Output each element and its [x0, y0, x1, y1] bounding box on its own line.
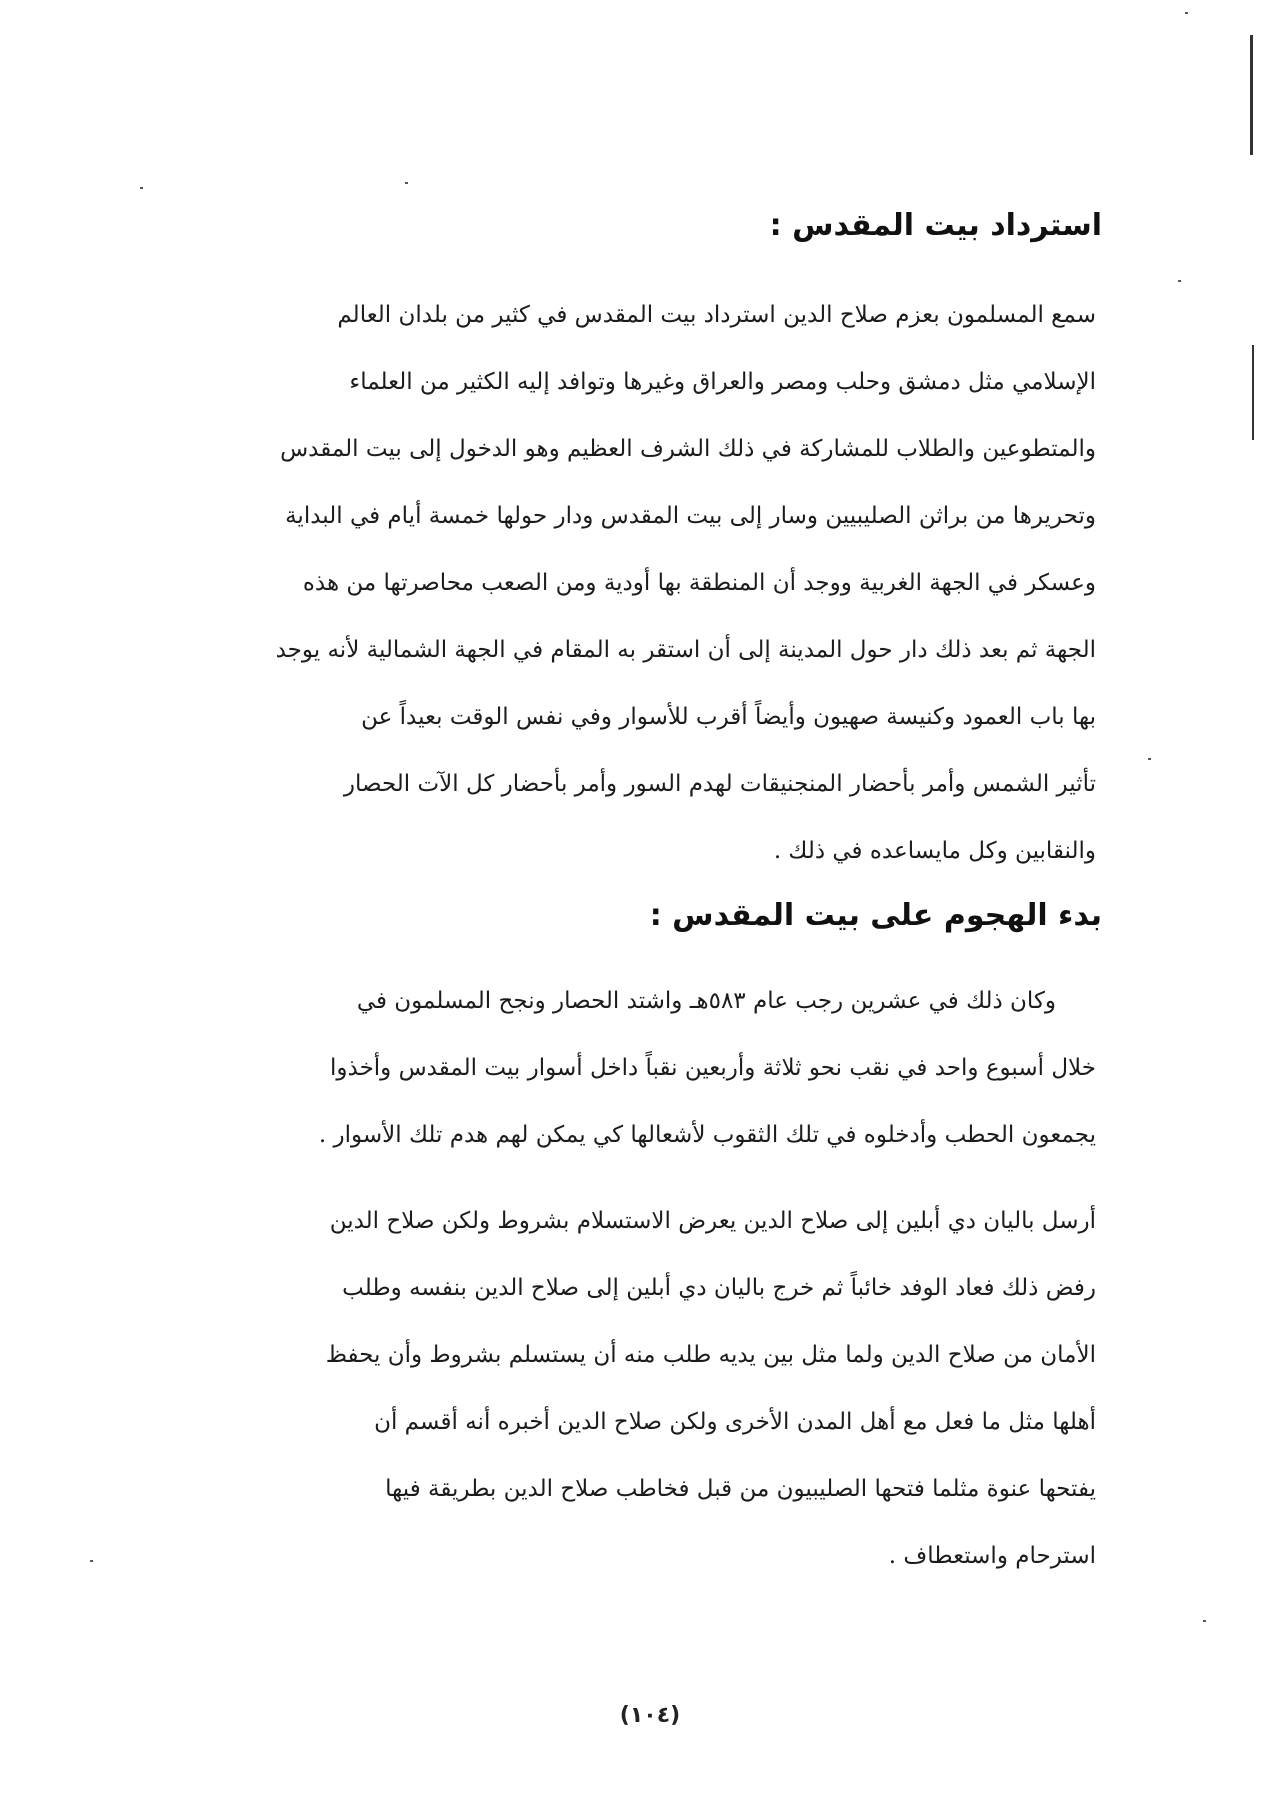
paragraph-surrender [191, 1188, 1096, 1590]
text-line: والنقابين وكل مايساعده في ذلك . [773, 838, 1096, 864]
paragraph-siege [191, 968, 1096, 1169]
text-line: تأثير الشمس وأمر بأحضار المنجنيقات لهدم السور وأمر بأحضار كل الآت الحصار [343, 771, 1096, 797]
scan-edge-mark [1252, 345, 1254, 440]
text-line: وكان ذلك في عشرين رجب عام ٥٨٣هـ واشتد الحصار ونجح المسلمون في [356, 988, 1056, 1014]
text-line: يجمعون الحطب وأدخلوه في تلك الثقوب لأشعالها كي يمكن لهم هدم تلك الأسوار . [318, 1122, 1096, 1148]
scan-speck [1185, 12, 1188, 14]
text-line: استرحام واستعطاف . [888, 1543, 1096, 1569]
paragraph-recovery [191, 282, 1096, 885]
text-line: خلال أسبوع واحد في نقب نحو ثلاثة وأربعين نقباً داخل أسوار بيت المقدس وأخذوا [330, 1055, 1096, 1081]
text-line: أرسل باليان دي أبلين إلى صلاح الدين يعرض الاستسلام بشروط ولكن صلاح الدين [329, 1208, 1096, 1234]
text-line: وعسكر في الجهة الغربية ووجد أن المنطقة بها أودية ومن الصعب محاصرتها من هذه [302, 570, 1096, 596]
text-line: أهلها مثل ما فعل مع أهل المدن الأخرى ولكن صلاح الدين أخبره أنه أقسم أن [374, 1409, 1096, 1435]
text-line: سمع المسلمون بعزم صلاح الدين استرداد بيت المقدس في كثير من بلدان العالم [337, 302, 1096, 328]
section-heading-attack-start: بدء الهجوم على بيت المقدس : [649, 898, 1102, 933]
page-number: (١٠٤) [619, 1703, 681, 1728]
scan-edge-mark [1250, 35, 1253, 155]
scan-speck [1178, 280, 1181, 282]
scan-speck [1203, 1620, 1206, 1622]
scan-speck [405, 182, 408, 184]
section-heading-jerusalem-recovery: استرداد بيت المقدس : [769, 208, 1102, 243]
text-line: بها باب العمود وكنيسة صهيون وأيضاً أقرب للأسوار وفي نفس الوقت بعيداً عن [361, 704, 1096, 730]
text-line: الأمان من صلاح الدين ولما مثل بين يديه طلب منه أن يستسلم بشروط وأن يحفظ [325, 1342, 1096, 1368]
scan-speck [90, 1560, 93, 1562]
text-line: الإسلامي مثل دمشق وحلب ومصر والعراق وغيرها وتوافد إليه الكثير من العلماء [349, 369, 1096, 395]
text-line: والمتطوعين والطلاب للمشاركة في ذلك الشرف العظيم وهو الدخول إلى بيت المقدس [280, 436, 1096, 462]
text-line: وتحريرها من براثن الصليبيين وسار إلى بيت المقدس ودار حولها خمسة أيام في البداية [285, 503, 1096, 529]
scan-speck [140, 187, 143, 189]
scan-speck [1148, 758, 1151, 760]
text-line: يفتحها عنوة مثلما فتحها الصليبيون من قبل فخاطب صلاح الدين بطريقة فيها [385, 1476, 1096, 1502]
text-line: الجهة ثم بعد ذلك دار حول المدينة إلى أن استقر به المقام في الجهة الشمالية لأنه يوجد [275, 637, 1096, 663]
text-line: رفض ذلك فعاد الوفد خائباً ثم خرج باليان دي أبلين إلى صلاح الدين بنفسه وطلب [342, 1275, 1096, 1301]
